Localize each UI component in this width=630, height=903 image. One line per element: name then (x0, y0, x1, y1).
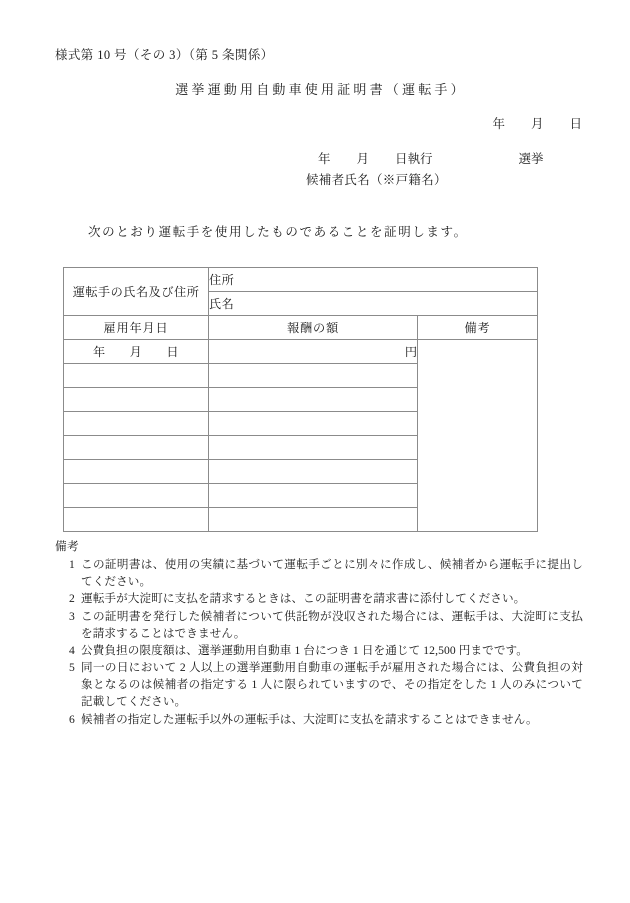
form-number: 様式第 10 号（その 3）（第 5 条関係） (55, 48, 274, 62)
note-item (55, 711, 583, 728)
note-text: 候補者の指定した運転手以外の運転手は、大淀町に支払を請求することはできません。 (81, 712, 538, 726)
note-number: 3 (69, 609, 75, 623)
issue-date-day-label: 日 (569, 117, 582, 131)
note-item (55, 608, 583, 642)
document-title: 選挙運動用自動車使用証明書（運転手） (175, 82, 467, 97)
entry-date-cell[interactable] (64, 412, 209, 436)
note-text: 公費負担の限度額は、選挙運動用自動車 1 台につき 1 日を通じて 12,500 円までです。 (81, 643, 529, 657)
election-label: 選挙 (518, 152, 544, 166)
note-item (55, 590, 583, 607)
entry-day-label: 日 (166, 345, 180, 359)
entry-amount-cell[interactable] (209, 484, 418, 508)
entry-date-cell[interactable] (64, 484, 209, 508)
election-month-label: 月 (356, 152, 370, 166)
issue-date-year-label: 年 (492, 117, 505, 131)
note-text: この証明書を発行した候補者について供託物が没収された場合には、運転手は、大淀町に支払を請求することはできません。 (81, 609, 583, 640)
table-row-first-entry (64, 340, 538, 364)
table-row-address (64, 268, 538, 292)
remarks-cell[interactable] (418, 340, 538, 532)
entry-date-labels (64, 340, 209, 364)
entry-amount-cell[interactable] (209, 436, 418, 460)
entry-date-cell[interactable] (64, 508, 209, 532)
note-text: この証明書は、使用の実績に基づいて運転手ごとに別々に作成し、候補者から運転手に提出してください。 (81, 558, 583, 589)
entry-amount-cell[interactable] (209, 364, 418, 388)
entry-amount-cell[interactable] (209, 388, 418, 412)
note-item (55, 642, 583, 659)
header-remarks: 備考 (418, 316, 538, 340)
notes-heading: 備考 (55, 540, 80, 553)
driver-usage-table (63, 267, 538, 532)
note-number: 2 (69, 592, 75, 606)
note-number: 1 (69, 558, 75, 572)
entry-date-cell[interactable] (64, 436, 209, 460)
note-item (55, 556, 583, 590)
entry-amount-cell[interactable] (209, 412, 418, 436)
election-date-line (318, 149, 544, 167)
table-row-headers (64, 316, 538, 340)
name-label-cell: 氏名 (209, 292, 538, 316)
notes-section (55, 538, 583, 728)
entry-date-cell[interactable] (64, 364, 209, 388)
note-number: 4 (69, 643, 75, 657)
note-number: 5 (69, 661, 75, 675)
note-text: 同一の日において 2 人以上の選挙運動用自動車の運転手が雇用された場合には、公費負担の対象となるのは候補者の指定する 1 人に限られていますので、その指定をした 1 人のみについて記載してください。 (81, 661, 583, 709)
entry-month-label: 月 (129, 345, 143, 359)
address-label-cell: 住所 (209, 268, 538, 292)
note-number: 6 (69, 712, 75, 726)
election-year-label: 年 (318, 152, 331, 166)
note-item (55, 659, 583, 710)
header-remuneration-amount: 報酬の額 (209, 316, 418, 340)
note-text: 運転手が大淀町に支払を請求するときは、この証明書を請求書に添付してください。 (81, 592, 526, 606)
driver-info-label: 運転手の氏名及び住所 (64, 268, 209, 316)
entry-year-label: 年 (92, 345, 106, 359)
issue-date-line (0, 114, 630, 132)
certification-statement: 次のとおり運転手を使用したものであることを証明します。 (88, 225, 468, 239)
issue-date-month-label: 月 (530, 117, 544, 131)
header-employment-date: 雇用年月日 (64, 316, 209, 340)
candidate-name-label: 候補者氏名（※戸籍名） (306, 173, 447, 187)
entry-amount-cell[interactable] (209, 460, 418, 484)
entry-date-cell[interactable] (64, 388, 209, 412)
entry-amount-cell[interactable] (209, 508, 418, 532)
entry-yen-label[interactable]: 円 (209, 340, 418, 364)
entry-date-cell[interactable] (64, 460, 209, 484)
election-day-execute-label: 日執行 (395, 152, 433, 166)
